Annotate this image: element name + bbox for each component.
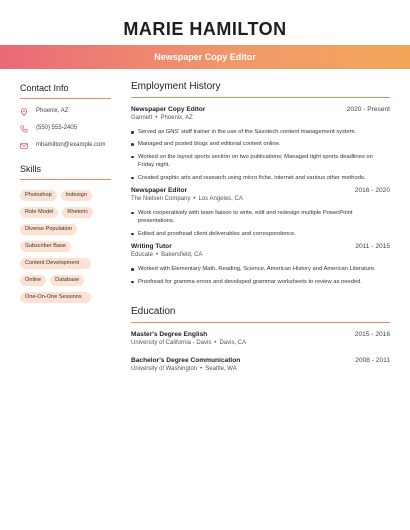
right-column <box>131 81 390 372</box>
job-company: Educate <box>131 252 154 259</box>
contact-email[interactable] <box>20 142 111 150</box>
degree-title: Master's Degree English <box>131 330 208 338</box>
headline-banner <box>0 45 410 69</box>
employment-section-title: Employment History <box>131 81 390 98</box>
job-title: Newspaper Editor <box>131 186 188 194</box>
school-location: Davis, CA <box>219 339 247 346</box>
job-title: Writing Tutor <box>131 243 172 251</box>
job-bullet: Worked with Elementary Math, Reading, Science, American History and American Literature. <box>131 265 390 273</box>
left-column <box>20 83 111 303</box>
job-bullet: Work cooperatively with team liaison to write, edit and redesign multiple PowerPoint presentations. <box>131 209 390 226</box>
contact-phone <box>20 125 111 133</box>
job-dates: 2016 - 2020 <box>354 186 390 194</box>
skills-list <box>20 190 111 303</box>
job-entry: Writing Tutor 2011 - 2015 Educate • Bakersfield, CA Worked with Elementary Math, Reading, Science, American History and American Literature. Proofread for gramma errors and developed grammar worksheets to review as needed. <box>131 243 390 285</box>
job-bullets <box>131 128 390 182</box>
headline-text: Newspaper Copy Editor <box>154 52 256 62</box>
job-location: Bakersfield, CA <box>161 252 203 259</box>
job-dates: 2011 - 2015 <box>355 243 390 251</box>
job-bullets <box>131 265 390 286</box>
skill-pill: Rhetoric <box>62 207 93 218</box>
job-entry: Newspaper Editor 2016 - 2020 The Nielsen Company • Los Angeles, CA Work cooperatively with team liaison to write, edit and redesign multiple PowerPoint presentations. Edited and proofread client deliverables and correspondence. <box>131 186 390 237</box>
skill-pill: Subscriber Base <box>20 241 71 252</box>
skill-pill: Indesign <box>61 190 92 201</box>
school-location: Seattle, WA <box>205 365 237 372</box>
skill-pill: Photoshop <box>20 190 57 201</box>
school-name: University of Washington <box>131 365 198 372</box>
job-bullet: Proofread for gramma errors and developed grammar worksheets to review as needed. <box>131 278 390 286</box>
skill-pill: Database <box>50 275 84 286</box>
job-bullet: Managed and posted blogs and editorial content online. <box>131 140 390 148</box>
education-entry: Master's Degree English 2015 - 2016 University of California - Davis • Davis, CA <box>131 330 390 346</box>
skill-pill: Content Development <box>20 258 91 269</box>
contact-section-title: Contact Info <box>20 83 111 99</box>
school-name: University of California - Davis <box>131 339 212 346</box>
job-company: Gannett <box>131 115 153 121</box>
contact-location <box>20 108 111 116</box>
contact-email-text[interactable]: mhamilton@example.com <box>36 142 106 148</box>
contact-phone-text: (550) 555-2405 <box>36 125 78 131</box>
contact-location-text: Phoenix, AZ <box>36 108 69 114</box>
job-location: Los Angeles, CA <box>198 195 243 202</box>
job-title: Newspaper Copy Editor <box>131 106 206 113</box>
degree-title: Bachelor's Degree Communication <box>131 356 241 364</box>
job-bullet: Created graphic arts and research using micro fiche, internet and various other methods. <box>131 174 390 182</box>
education-entry: Bachelor's Degree Communication 2008 - 2011 University of Washington • Seattle, WA <box>131 356 390 372</box>
job-bullets <box>131 209 390 238</box>
skills-section-title: Skills <box>20 164 111 180</box>
skill-pill: Online <box>20 275 46 286</box>
job-company: The Nielsen Company <box>131 195 191 202</box>
job-bullet: Edited and proofread client deliverables and correspondence. <box>131 230 390 238</box>
degree-dates: 2015 - 2016 <box>354 330 390 338</box>
candidate-name: MARIE HAMILTON <box>123 19 287 39</box>
skill-pill: Role Model <box>20 207 58 218</box>
job-entry: Newspaper Copy Editor 2020 - Present Gannett • Phoenix, AZ Served as GNS' staff trainer in the use of the Saxotech content management system. Managed and posted blogs and editorial content online. Worked on the layout sports section on two publications; Managed tight sports deadlines on Friday night. Created graphic arts and research using micro fiche, internet and various other methods. <box>131 106 390 181</box>
job-bullet: Served as GNS' staff trainer in the use of the Saxotech content management system. <box>131 128 390 136</box>
location-pin-icon <box>20 108 28 116</box>
skill-pill: One-On-One Sessions <box>20 292 91 303</box>
skill-pill: Diverse Population <box>20 224 77 235</box>
education-section-title: Education <box>131 306 390 323</box>
email-icon <box>20 142 28 150</box>
job-dates: 2020 - Present <box>346 106 390 113</box>
degree-dates: 2008 - 2011 <box>355 356 390 364</box>
job-location: Phoenix, AZ <box>160 115 193 121</box>
phone-icon <box>20 125 28 133</box>
job-bullet: Worked on the layout sports section on two publications; Managed tight sports deadlines on Friday night. <box>131 153 390 170</box>
